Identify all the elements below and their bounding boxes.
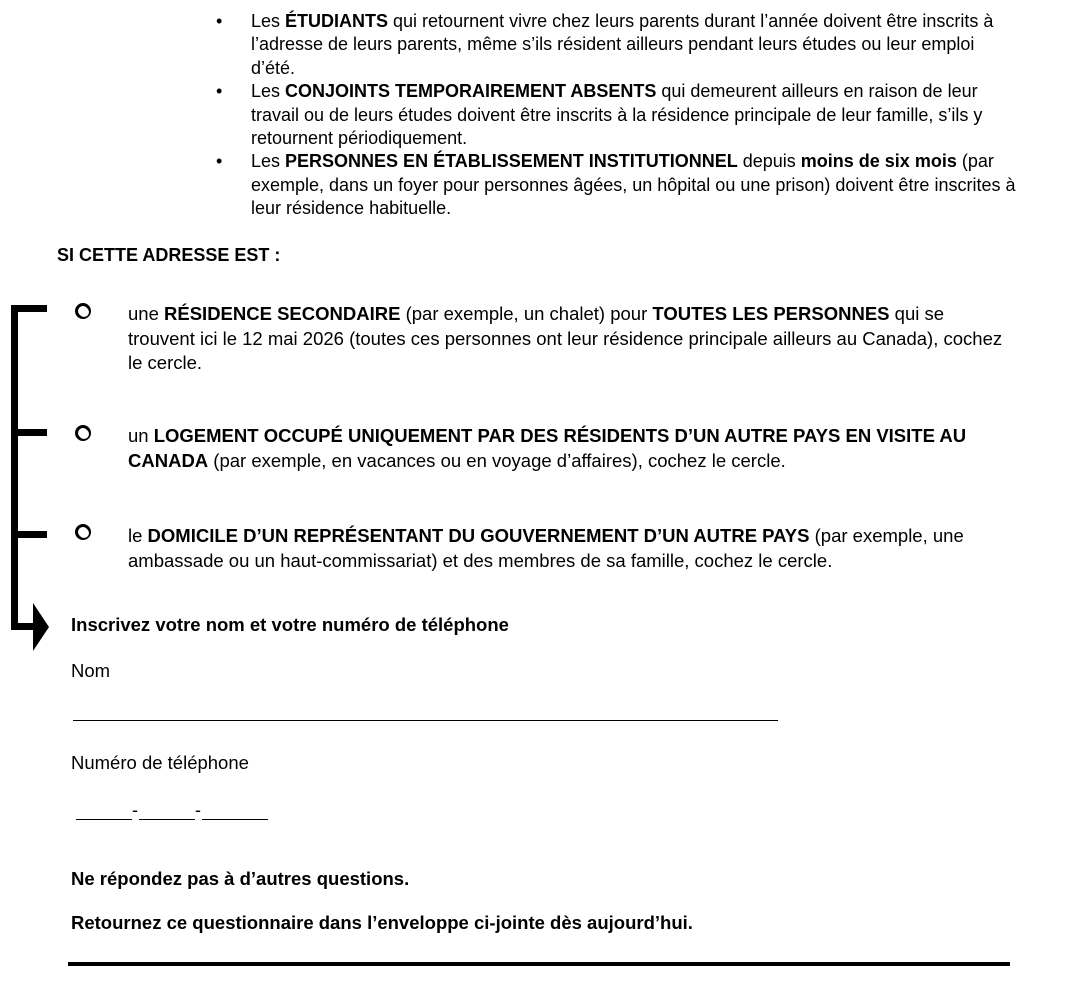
section-heading: SI CETTE ADRESSE EST : — [57, 245, 281, 265]
phone-label: Numéro de téléphone — [71, 752, 249, 773]
list-item: • Les PERSONNES EN ÉTABLISSEMENT INSTITUTIONNEL depuis moins de six mois (par exemple, dans un foyer pour personnes âgées, un hôpital ou une prison) doivent être inscrites à leur résidence habituelle. — [216, 151, 1016, 219]
bullet-icon: • — [216, 151, 223, 172]
bracket-tick — [11, 429, 47, 436]
option-text: une RÉSIDENCE SECONDAIRE (par exemple, un chalet) pour TOUTES LES PERSONNES qui se trouvent ici le 12 mai 2026 (toutes ces personnes ont leur résidence principale ailleurs au Canada), cochez le cercle. — [128, 303, 1003, 373]
instruction-heading: Inscrivez votre nom et votre numéro de téléphone — [71, 614, 509, 635]
bullet-icon: • — [216, 11, 223, 31]
phone-separator: - — [132, 800, 138, 820]
bracket-tick — [11, 623, 35, 630]
arrow-right-icon — [33, 603, 49, 651]
emphasis: CONJOINTS TEMPORAIREMENT ABSENTS — [285, 81, 657, 102]
option-radio-foreign-government[interactable] — [75, 524, 91, 540]
list-item: • Les ÉTUDIANTS qui retournent vivre chez leurs parents durant l’année doivent être inscrits à l’adresse de leurs parents, même s’ils résident ailleurs pendant leurs études ou leur emploi d’été. — [216, 11, 994, 78]
emphasis: PERSONNES EN ÉTABLISSEMENT INSTITUTIONNEL — [285, 151, 738, 172]
return-instruction: Retournez ce questionnaire dans l’enveloppe ci-jointe dès aujourd’hui. — [71, 912, 693, 933]
name-field[interactable] — [73, 700, 778, 721]
option-text: un LOGEMENT OCCUPÉ UNIQUEMENT PAR DES RÉSIDENTS D’UN AUTRE PAYS EN VISITE AU CANADA (par exemple, en vacances ou en voyage d’affaires), cochez le cercle. — [128, 425, 967, 471]
option-radio-foreign-visitors[interactable] — [75, 425, 91, 441]
phone-exchange-field[interactable] — [139, 802, 195, 820]
bracket-tick — [11, 305, 47, 312]
option-radio-secondary-residence[interactable] — [75, 303, 91, 319]
emphasis: moins de six mois — [800, 151, 957, 172]
bullet-list — [216, 10, 1016, 221]
bracket-tick — [11, 531, 47, 538]
bottom-divider — [68, 962, 1010, 966]
stop-instruction: Ne répondez pas à d’autres questions. — [71, 868, 410, 889]
list-item: • Les CONJOINTS TEMPORAIREMENT ABSENTS qui demeurent ailleurs en raison de leur travail ou de leurs études doivent être inscrits à la résidence principale de leur famille, s’ils y retournent périodiquement. — [216, 81, 983, 149]
phone-number-field[interactable] — [202, 802, 268, 820]
name-label: Nom — [71, 660, 111, 681]
bullet-icon: • — [216, 81, 223, 102]
option-text: le DOMICILE D’UN REPRÉSENTANT DU GOUVERNEMENT D’UN AUTRE PAYS (par exemple, une ambassade ou un haut-commissariat) et des membres de sa famille, cochez le cercle. — [128, 525, 964, 571]
phone-area-code-field[interactable] — [76, 802, 132, 820]
phone-separator: - — [195, 800, 201, 820]
bracket-line — [11, 305, 18, 630]
emphasis: ÉTUDIANTS — [285, 11, 389, 31]
